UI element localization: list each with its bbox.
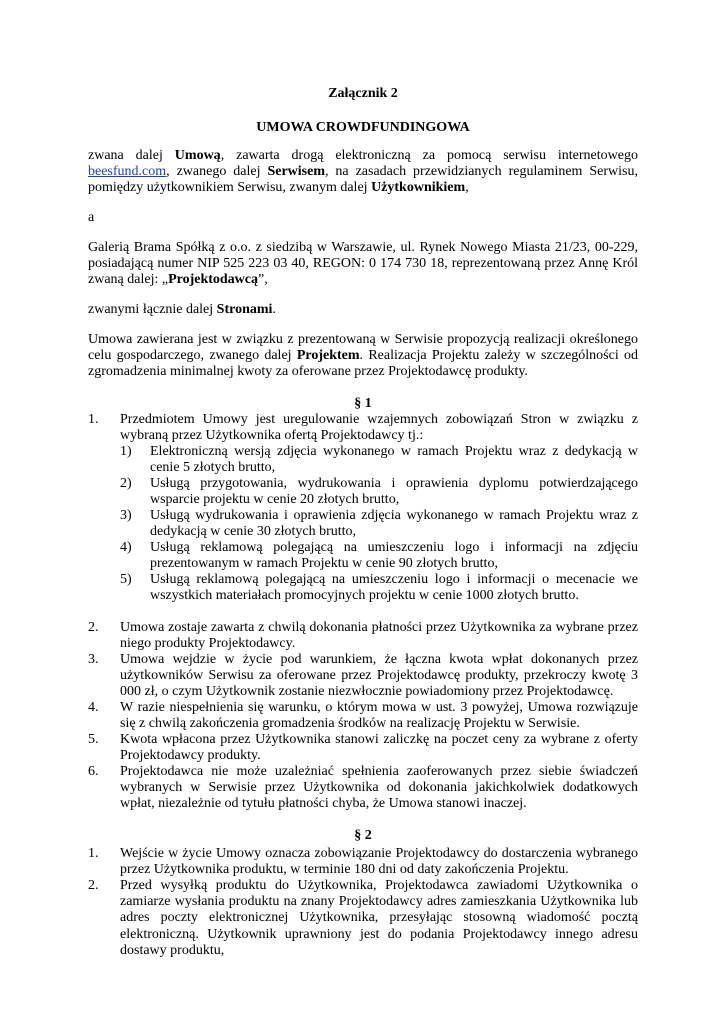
sub-item-text: Usługą wydrukowania i oprawienia zdjęcia wykonanego w ramach Projektu wraz z dedykacją w cenie 30 złotych brutto, — [150, 508, 638, 540]
section2-item-number: 2. — [88, 878, 99, 893]
section1-item-text: W razie niespełnienia się warunku, o którym mowa w ust. 3 powyżej, Umowa rozwiązuje się z chwilą zakończenia gromadzenia środków na realizację Projektu w Serwisie. — [120, 700, 638, 732]
section1-item-text: Umowa wejdzie w życie pod warunkiem, że łączna kwota wpłat dokonanych przez użytkowników Serwisu za oferowane przez Projektodawcę produkty, przekroczy kwotę 3 000 zł, o czym Użytkownik zostanie niezwłocznie powiadomiony przez Projektodawcę. — [120, 652, 638, 700]
section1-item-text: Przedmiotem Umowy jest uregulowanie wzajemnych zobowiązań Stron w związku z wybraną przez Użytkownika ofertą Projektodawcy tj.: — [120, 412, 638, 444]
section1-item-number: 3. — [88, 652, 99, 667]
section1-item-text: Projektodawca nie może uzależniać spełnienia zaoferowanych przez siebie świadczeń wybranych w Serwisie przez Użytkownika od dokonania jakichkolwiek dodatkowych wpłat, niezależnie od tytułu płatności chyba, że Umowa stanowi inaczej. — [120, 764, 638, 812]
section2-item-number: 1. — [88, 846, 99, 861]
sub-item-number: 2) — [120, 476, 132, 491]
section1-heading: § 1 — [354, 396, 372, 411]
beesfund-link[interactable]: beesfund.com — [88, 164, 167, 180]
document-title: UMOWA CROWDFUNDINGOWA — [256, 120, 470, 135]
attachment-label: Załącznik 2 — [328, 86, 398, 101]
project-paragraph: Umowa zawierana jest w związku z prezentowaną w Serwisie propozycją realizacji określonego celu gospodarczego, zwanego dalej Projektem. Realizacja Projektu zależy w szczególności od zgromadzenia minimalnej kwoty za oferowane przez Projektodawcę produkty. — [88, 332, 638, 380]
sub-item-number: 1) — [120, 444, 132, 459]
section1-item-text: Umowa zostaje zawarta z chwilą dokonania płatności przez Użytkownika za wybrane przez niego produkty Projektodawcy. — [120, 620, 638, 652]
sub-item-text: Elektroniczną wersją zdjęcia wykonanego w ramach Projektu wraz z dedykacją w cenie 5 złotych brutto, — [150, 444, 638, 476]
section1-item-number: 2. — [88, 620, 99, 635]
section1-item-number: 6. — [88, 764, 99, 779]
section1-item-text: Kwota wpłacona przez Użytkownika stanowi zaliczkę na poczet ceny za wybrane z oferty Projektodawcy produkty. — [120, 732, 638, 764]
parties-paragraph: zwanymi łącznie dalej Stronami. — [88, 302, 276, 317]
sub-item-number: 3) — [120, 508, 132, 523]
sub-item-number: 5) — [120, 572, 132, 587]
section1-item-number: 4. — [88, 700, 99, 715]
sub-item-text: Usługą reklamową polegającą na umieszczeniu logo i informacji na zdjęciu prezentowanym w ramach Projektu w cenie 90 złotych brutto, — [150, 540, 638, 572]
sub-item-text: Usługą przygotowania, wydrukowania i oprawienia dyplomu potwierdzającego wsparcie projektu w cenie 20 złotych brutto, — [150, 476, 638, 508]
conjunction-a: a — [88, 210, 95, 225]
intro-paragraph: zwana dalej Umową, zawarta drogą elektroniczną za pomocą serwisu internetowego beesfund.com, zwanego dalej Serwisem, na zasadach przewidzianych regulaminem Serwisu, pomiędzy użytkownikiem Serwisu, zwanym dalej Użytkownikiem, — [88, 148, 638, 196]
sub-item-number: 4) — [120, 540, 132, 555]
section1-item-number: 1. — [88, 412, 99, 427]
section2-item-text: Wejście w życie Umowy oznacza zobowiązanie Projektodawcy do dostarczenia wybranego przez Użytkownika produktu, w terminie 180 dni od daty zakończenia Projektu. — [120, 846, 638, 878]
section2-item-text: Przed wysyłką produktu do Użytkownika, Projektodawca zawiadomi Użytkownika o zamiarze wysłania produktu na znany Projektodawcy adres zamieszkania Użytkownika lub adres poczty elektronicznej Użytkownika, przesyłając stosowną wiadomość pocztą elektroniczną. Użytkownik uprawniony jest do podania Projektodawcy innego adresu dostawy produktu, — [120, 878, 638, 958]
section2-heading: § 2 — [354, 828, 372, 843]
party-paragraph: Galerią Brama Spółką z o.o. z siedzibą w Warszawie, ul. Rynek Nowego Miasta 21/23, 00-229, posiadającą numer NIP 525 223 03 40, REGON: 0 174 730 18, reprezentowaną przez Annę Król zwaną dalej: „Projektodawcą”, — [88, 240, 638, 288]
sub-item-text: Usługą reklamową polegającą na umieszczeniu logo i informacji o mecenacie we wszystkich materiałach promocyjnych projektu w cenie 1000 złotych brutto. — [150, 572, 638, 604]
section1-item-number: 5. — [88, 732, 99, 747]
